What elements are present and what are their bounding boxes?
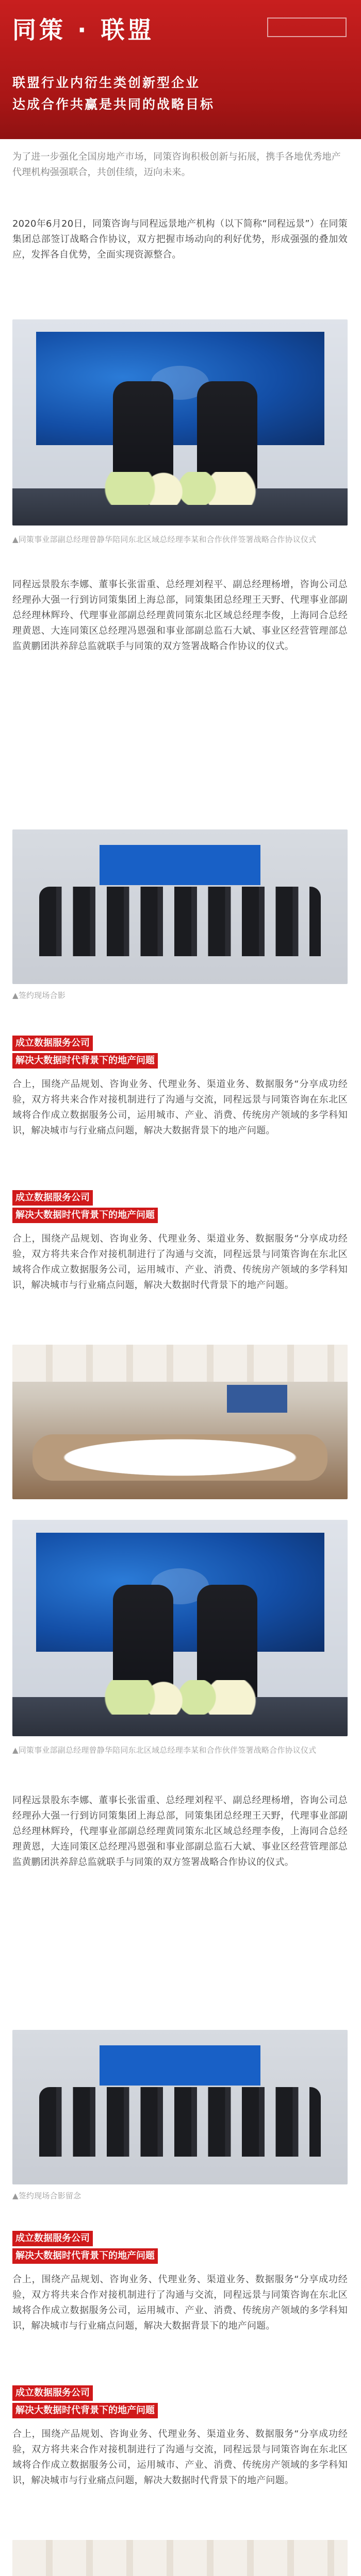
- room-screen: [227, 1385, 287, 1413]
- paragraph-5: 同程远景股东李娜、董事长张雷重、总经理刘程平、副总经理杨增，咨询公司总经理孙大强一行到访同策集团上海总部，同策集团总经理王天野，代理事业部副总经理林辉玲，代理事业部副总经理黄同策东北区域总经理李俊，上海同合总经理黄恩，大连同策区总经理冯恩强和事业部副总监石大斌、事业区经营管理部总监黄鹏团洪养辞总监就联手与同策的双方签署战略合作协议的仪式。: [12, 1795, 348, 1868]
- photo-group-1: [12, 829, 348, 984]
- event-screen: [36, 1533, 324, 1652]
- header: [0, 0, 361, 178]
- highlight-4-line-2: 解决大数据时代背景下的地产问题: [12, 2403, 158, 2418]
- brand-subtitle-line-2: 达成合作共赢是共同的战略目标: [12, 97, 215, 112]
- photo-group-2: [12, 2030, 348, 2184]
- highlight-3-line-2: 解决大数据时代背景下的地产问题: [12, 2248, 158, 2264]
- brand-title: 同策 · 联盟: [12, 16, 155, 44]
- paragraph-2: 同程远景股东李娜、董事长张雷重、总经理刘程平、副总经理杨增，咨询公司总经理孙大强一行到访同策集团上海总部，同策集团总经理王天野、代理事业部副总经理林辉玲、代理事业部副总经理黄同策东北区域总经理李俊，上海同合总经理黄恩、大连同策区总经理冯恩强和事业部副总监石大斌、事业区经营管理部总监黄鹏团洪养辞总监就联手与同策的双方签署战略合作协议的仪式。: [12, 579, 348, 652]
- photo-meeting-room-1: [12, 1345, 348, 1499]
- table-flowers: [96, 472, 264, 505]
- table-flowers: [96, 1680, 264, 1715]
- highlight-2-line-1: 成立数据服务公司: [12, 1190, 93, 1206]
- paragraph-3: 合上，围绕产品规划、咨询业务、代理业务、渠道业务、数据服务“分享成功经验，双方将共来合作对接机制进行了沟通与交流，同程远景与同策咨询在东北区域将合作成立数据服务公司，运用城市、产业、消费、传统房产领域的多学科知识，解决城市与行业痛点问题，解决大数据背景下的地产问题。: [12, 1079, 348, 1136]
- highlight-1-line-2: 解决大数据时代背景下的地产问题: [12, 1053, 158, 1069]
- caption-4: ▲签约现场合影留念: [12, 2191, 81, 2200]
- highlight-1-line-1: 成立数据服务公司: [12, 1036, 93, 1051]
- paragraph-1: 2020年6月20日，同策咨询与同程远景地产机构（以下简称“同程远景”）在同策集团总部签订战略合作协议，双方把握市场动向的利好优势，形成强强的叠加效应，发挥各自优势，全面实现资源整合。: [12, 218, 348, 260]
- caption-3: ▲同策事业部副总经理曾静华陪同东北区域总经理李某和合作伙伴签署战略合作协议仪式: [12, 1745, 317, 1755]
- photo-meeting-room-2: [12, 2540, 348, 2576]
- photo-signing-1: [12, 319, 348, 526]
- paragraph-4: 合上，围绕产品规划、咨询业务、代理业务、渠道业务、数据服务“分享成功经验，双方将共来合作对接机制进行了沟通与交流，同程远景与同策咨询在东北区域将合作成立数据服务公司，运用城市、产业、消费、传统房产领域的多学科知识，解决城市与行业痛点问题，解决大数据时代背景下的地产问题。: [12, 1233, 348, 1291]
- brand-decoration: [267, 18, 347, 37]
- paragraph-7: 合上，围绕产品规划、咨询业务、代理业务、渠道业务、数据服务“分享成功经验，双方将共来合作对接机制进行了沟通与交流，同程远景与同策咨询在东北区域将合作成立数据服务公司，运用城市、产业、消费、传统房产领域的多学科知识，解决城市与行业痛点问题，解决大数据时代背景下的地产问题。: [12, 2429, 348, 2486]
- brand-banner: [0, 0, 361, 139]
- brand-subtitle-line-1: 联盟行业内衍生类创新型企业: [12, 75, 201, 90]
- room-ceiling: [12, 1345, 348, 1382]
- group-row: [39, 2087, 321, 2157]
- group-row: [39, 887, 321, 956]
- room-ceiling: [12, 2540, 348, 2576]
- brand-subtitle-wrap: [12, 72, 340, 115]
- group-banner: [100, 845, 260, 885]
- event-screen: [36, 332, 324, 445]
- photo-signing-2: [12, 1520, 348, 1736]
- highlight-2-line-2: 解决大数据时代背景下的地产问题: [12, 1208, 158, 1223]
- group-banner: [100, 2045, 260, 2086]
- highlight-3-line-1: 成立数据服务公司: [12, 2231, 93, 2246]
- caption-2: ▲签约现场合影: [12, 991, 65, 1000]
- paragraph-6: 合上，围绕产品规划、咨询业务、代理业务、渠道业务、数据服务“分享成功经验，双方将共来合作对接机制进行了沟通与交流，同程远景与同策咨询在东北区域将合作成立数据服务公司，运用城市、产业、消费、传统房产领域的多学科知识，解决城市与行业痛点问题，解决大数据背景下的地产问题。: [12, 2274, 348, 2331]
- intro-text: 为了进一步强化全国房地产市场，同策咨询积极创新与拓展，携手各地优秀地产代理机构强强联合，共创佳绩，迈向未来。: [12, 151, 341, 178]
- highlight-4-line-1: 成立数据服务公司: [12, 2385, 93, 2401]
- caption-1: ▲同策事业部副总经理曾静华陪同东北区域总经理李某和合作伙伴签署战略合作协议仪式: [12, 535, 317, 544]
- meeting-table: [32, 1434, 327, 1481]
